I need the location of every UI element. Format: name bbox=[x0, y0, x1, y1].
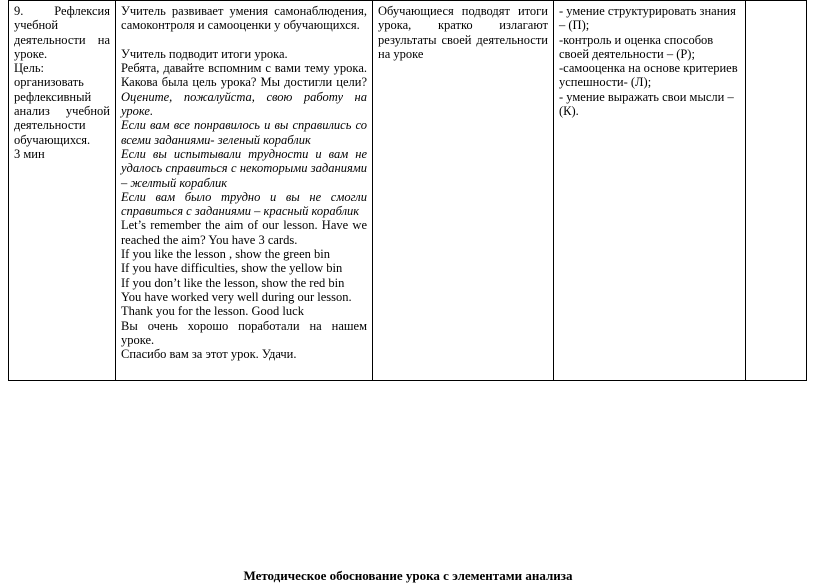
uud-cell bbox=[554, 1, 746, 380]
teacher-activity-cell bbox=[116, 1, 373, 380]
student-activity-cell bbox=[373, 1, 554, 380]
empty-cell bbox=[746, 1, 807, 380]
footer-heading: Методическое обоснование урока с элементами анализа bbox=[243, 568, 573, 583]
paragraph-text-italic: Оцените, пожалуйста, свою работу на уроке. bbox=[121, 89, 367, 119]
teacher-paragraph: Учитель развивает умения самонаблюдения, самоконтроля и самооценки у обучающихся. bbox=[121, 4, 367, 33]
teacher-paragraph: If you like the lesson , show the green bin bbox=[121, 247, 330, 262]
stage-title: 9. Рефлексия учебной деятельности на уроке. bbox=[14, 4, 110, 61]
teacher-paragraph bbox=[121, 61, 367, 118]
teacher-paragraph: Если вы испытывали трудности и вам не удалось справиться с некоторыми заданиями – желтый кораблик bbox=[121, 146, 367, 190]
uud-line: - умение структурировать знания – (П); bbox=[559, 4, 736, 33]
lesson-plan-table bbox=[8, 0, 807, 381]
teacher-paragraph: Если вам было трудно и вы не смогли справиться с заданиями – красный кораблик bbox=[121, 189, 367, 219]
teacher-paragraph: If you don’t like the lesson, show the red bin bbox=[121, 275, 345, 290]
teacher-paragraph: You have worked very well during our lesson. bbox=[121, 289, 352, 304]
stage-goal: Цель: организовать рефлексивный анализ учебной деятельности обучающихся. bbox=[14, 61, 110, 147]
uud-line: -контроль и оценка способов своей деятельности – (Р); bbox=[559, 32, 714, 61]
teacher-paragraph: Спасибо вам за этот урок. Удачи. bbox=[121, 347, 297, 362]
uud-line: -самооценка на основе критериев успешности- (Л); bbox=[559, 61, 738, 90]
teacher-paragraph: If you have difficulties, show the yellow bin bbox=[121, 261, 343, 276]
teacher-paragraph: Вы очень хорошо поработали на нашем уроке. bbox=[121, 318, 367, 347]
stage-duration: 3 мин bbox=[14, 146, 45, 161]
teacher-paragraph: Thank you for the lesson. Good luck bbox=[121, 304, 304, 319]
teacher-paragraph: Учитель подводит итоги урока. bbox=[121, 46, 288, 61]
student-paragraph: Обучающиеся подводят итоги урока, кратко излагают результаты своей деятельности на уроке bbox=[378, 4, 548, 61]
teacher-paragraph: Если вам все понравилось и вы справились со всеми заданиями- зеленый кораблик bbox=[121, 118, 367, 147]
uud-line: - умение выражать свои мысли – (К). bbox=[559, 89, 734, 119]
teacher-paragraph: Let’s remember the aim of our lesson. Have we reached the aim? You have 3 cards. bbox=[121, 218, 367, 247]
stage-cell bbox=[9, 1, 116, 380]
paragraph-text: Ребята, давайте вспомним с вами тему урока. Какова была цель урока? Мы достигли цели? bbox=[121, 61, 367, 90]
